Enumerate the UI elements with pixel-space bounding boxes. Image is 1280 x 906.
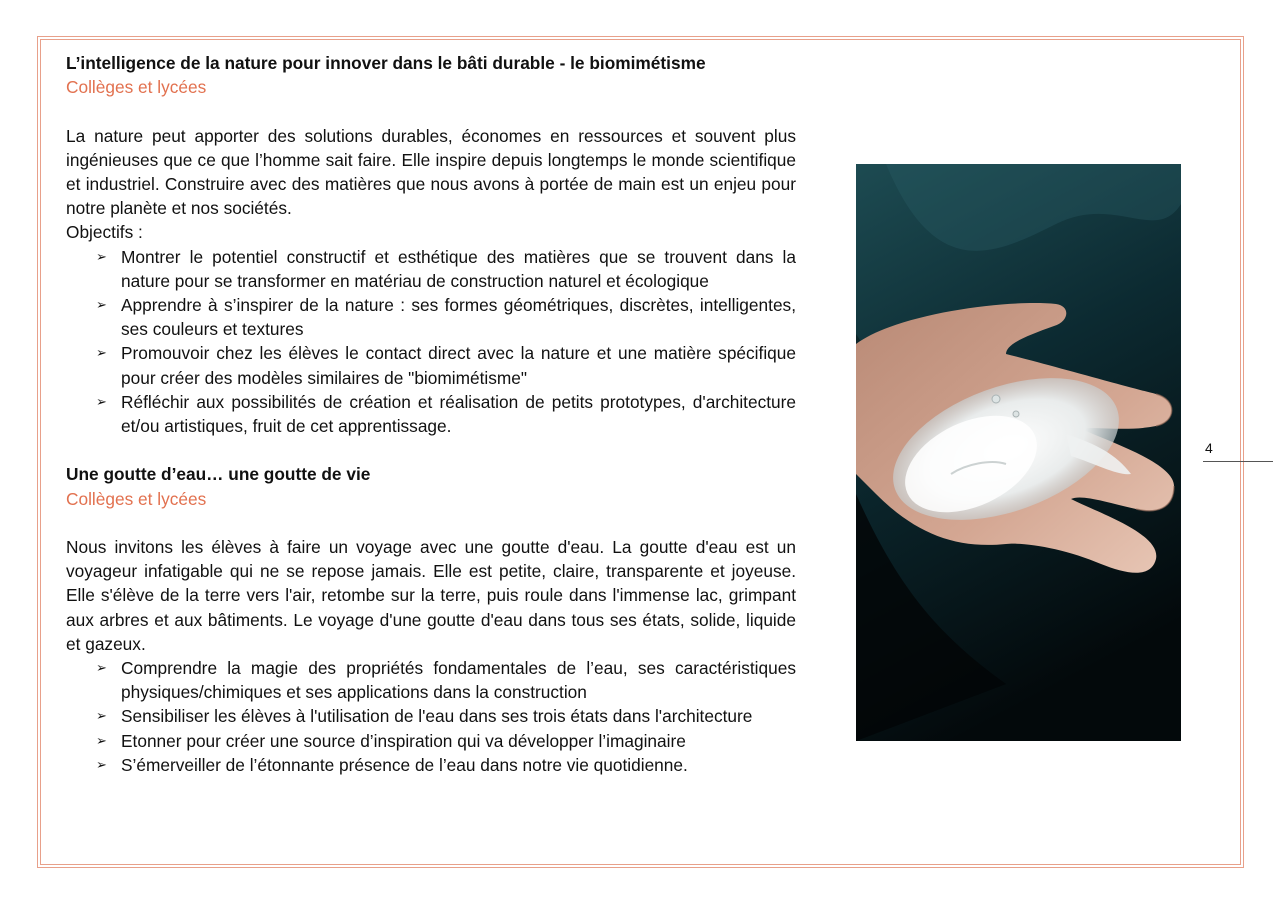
list-item: ➢ Comprendre la magie des propriétés fondamentales de l’eau, ses caractéristiques physiques/chimiques et ses applications dans la construction [96, 658, 796, 703]
list-item: ➢ Apprendre à s’inspirer de la nature : ses formes géométriques, discrètes, intelligentes, ses couleurs et textures [96, 295, 796, 340]
section-1-audience: Collèges et lycées [66, 77, 207, 98]
section-2-intro: Nous invitons les élèves à faire un voyage avec une goutte d'eau. La goutte d'eau est un voyageur infatigable qui ne se repose jamais. Elle est petite, claire, transparente et joyeuse. Elle s'élève de la terre vers l'air, retombe sur la terre, puis roule dans l'immense lac, grimpant aux arbres et aux bâtiments. Le voyage d'une goutte d'eau dans tous ses états, solide, liquide et gazeux. [66, 537, 796, 654]
section-2-audience: Collèges et lycées [66, 488, 207, 509]
hand-holding-wool-photo [856, 164, 1181, 741]
arrow-bullet-icon: ➢ [96, 660, 107, 676]
arrow-bullet-icon: ➢ [96, 345, 107, 361]
page-number-rule [1203, 461, 1273, 462]
section-1-bullet-list [66, 245, 796, 439]
arrow-bullet-icon: ➢ [96, 393, 107, 409]
list-item: ➢ Etonner pour créer une source d’inspiration qui va développer l’imaginaire [66, 729, 796, 753]
list-item: ➢ Promouvoir chez les élèves le contact direct avec la nature et une matière spécifique pour créer des modèles similaires de "biomimétisme" [96, 343, 796, 388]
document-body [66, 51, 796, 801]
arrow-bullet-icon: ➢ [96, 708, 107, 724]
arrow-bullet-icon: ➢ [96, 732, 107, 748]
arrow-bullet-icon: ➢ [96, 756, 107, 772]
objectives-label: Objectifs : [66, 222, 143, 243]
list-item: ➢ Montrer le potentiel constructif et esthétique des matières que se trouvent dans la nature pour se transformer en matériau de construction naturel et écologique [96, 246, 796, 291]
list-item: ➢ S’émerveiller de l’étonnante présence de l’eau dans notre vie quotidienne. [66, 753, 796, 777]
section-2-bullet-list [66, 656, 796, 777]
list-item: ➢ Sensibiliser les élèves à l'utilisation de l'eau dans ses trois états dans l'architecture [66, 704, 796, 728]
arrow-bullet-icon: ➢ [96, 248, 107, 264]
list-item: ➢ Réfléchir aux possibilités de création et réalisation de petits prototypes, d'architecture et/ou artistiques, fruit de cet apprentissage. [96, 391, 796, 437]
page-number: 4 [1205, 440, 1213, 456]
arrow-bullet-icon: ➢ [96, 297, 107, 313]
section-2-title: Une goutte d’eau… une goutte de vie [66, 464, 371, 485]
section-1-intro: La nature peut apporter des solutions durables, économes en ressources et souvent plus ingénieuses que ce que l’homme sait faire. Elle inspire depuis longtemps le monde scientifique et industriel. Construire avec des matières que nous avons à portée de main est un enjeu pour notre planète et nos sociétés. [66, 125, 796, 219]
section-1-title: L’intelligence de la nature pour innover dans le bâti durable - le biomimétisme [66, 53, 706, 73]
